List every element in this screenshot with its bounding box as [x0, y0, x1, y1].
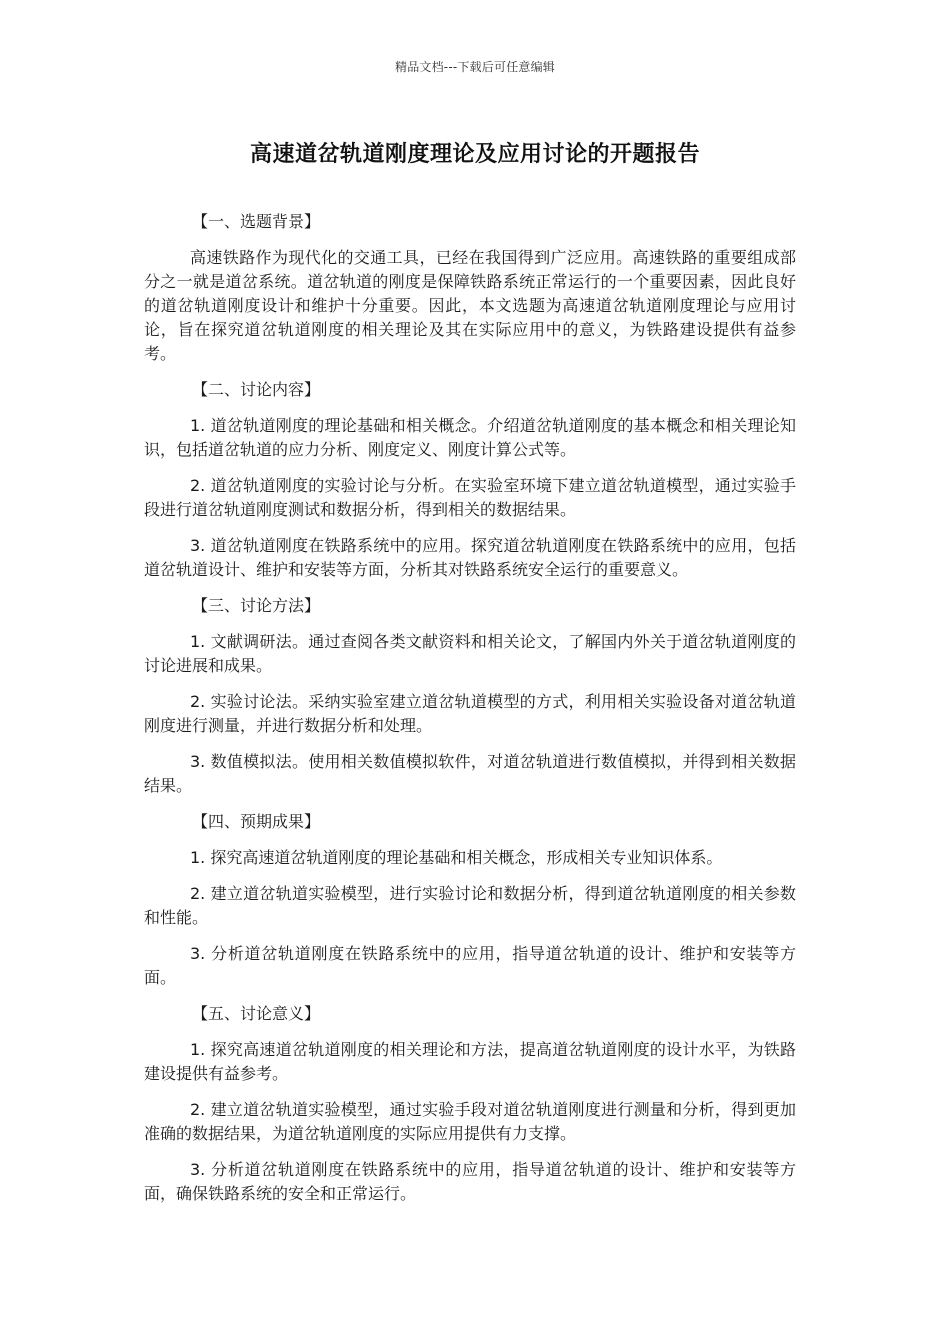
paragraph: 高速铁路作为现代化的交通工具，已经在我国得到广泛应用。高速铁路的重要组成部分之一就是道岔系统。道岔轨道的刚度是保障铁路系统正常运行的一个重要因素，因此良好的道岔轨道刚度设计和维护十分重要。因此，本文选题为高速道岔轨道刚度理论与应用讨论，旨在探究道岔轨道刚度的相关理论及其在实际应用中的意义，为铁路建设提供有益参考。 [144, 248, 796, 363]
paragraph: 1. 文献调研法。通过查阅各类文献资料和相关论文，了解国内外关于道岔轨道刚度的讨论进展和成果。 [144, 632, 796, 675]
paragraph: 3. 分析道岔轨道刚度在铁路系统中的应用，指导道岔轨道的设计、维护和安装等方面，确保铁路系统的安全和正常运行。 [144, 1160, 796, 1203]
paragraph: 3. 道岔轨道刚度在铁路系统中的应用。探究道岔轨道刚度在铁路系统中的应用，包括道岔轨道设计、维护和安装等方面，分析其对铁路系统安全运行的重要意义。 [144, 536, 796, 579]
header-note: 精品文档---下载后可任意编辑 [395, 60, 555, 74]
section-content [144, 378, 796, 582]
paragraph: 1. 道岔轨道刚度的理论基础和相关概念。介绍道岔轨道刚度的基本概念和相关理论知识，包括道岔轨道的应力分析、刚度定义、刚度计算公式等。 [144, 416, 796, 459]
paragraph: 2. 建立道岔轨道实验模型，进行实验讨论和数据分析，得到道岔轨道刚度的相关参数和性能。 [144, 884, 796, 927]
paragraph: 3. 分析道岔轨道刚度在铁路系统中的应用，指导道岔轨道的设计、维护和安装等方面。 [144, 944, 796, 987]
paragraph: 2. 道岔轨道刚度的实验讨论与分析。在实验室环境下建立道岔轨道模型，通过实验手段进行道岔轨道刚度测试和数据分析，得到相关的数据结果。 [144, 476, 796, 519]
section-heading: 【一、选题背景】 [192, 212, 321, 231]
document-title: 高速道岔轨道刚度理论及应用讨论的开题报告 [249, 142, 700, 167]
section-methods [144, 594, 796, 798]
paragraph: 2. 建立道岔轨道实验模型，通过实验手段对道岔轨道刚度进行测量和分析，得到更加准确的数据结果，为道岔轨道刚度的实际应用提供有力支撑。 [144, 1100, 796, 1143]
paragraph: 2. 实验讨论法。采纳实验室建立道岔轨道模型的方式，利用相关实验设备对道岔轨道刚度进行测量，并进行数据分析和处理。 [144, 692, 796, 735]
paragraph: 1. 探究高速道岔轨道刚度的理论基础和相关概念，形成相关专业知识体系。 [190, 848, 723, 867]
paragraph: 1. 探究高速道岔轨道刚度的相关理论和方法，提高道岔轨道刚度的设计水平，为铁路建设提供有益参考。 [144, 1040, 796, 1083]
section-heading: 【五、讨论意义】 [192, 1004, 321, 1023]
section-heading: 【四、预期成果】 [192, 812, 321, 831]
section-heading: 【二、讨论内容】 [192, 380, 321, 399]
section-background [144, 210, 796, 366]
section-expected-results [144, 810, 796, 990]
document-body [144, 210, 796, 1218]
section-heading: 【三、讨论方法】 [192, 596, 321, 615]
paragraph: 3. 数值模拟法。使用相关数值模拟软件，对道岔轨道进行数值模拟，并得到相关数据结果。 [144, 752, 796, 795]
section-significance [144, 1002, 796, 1206]
